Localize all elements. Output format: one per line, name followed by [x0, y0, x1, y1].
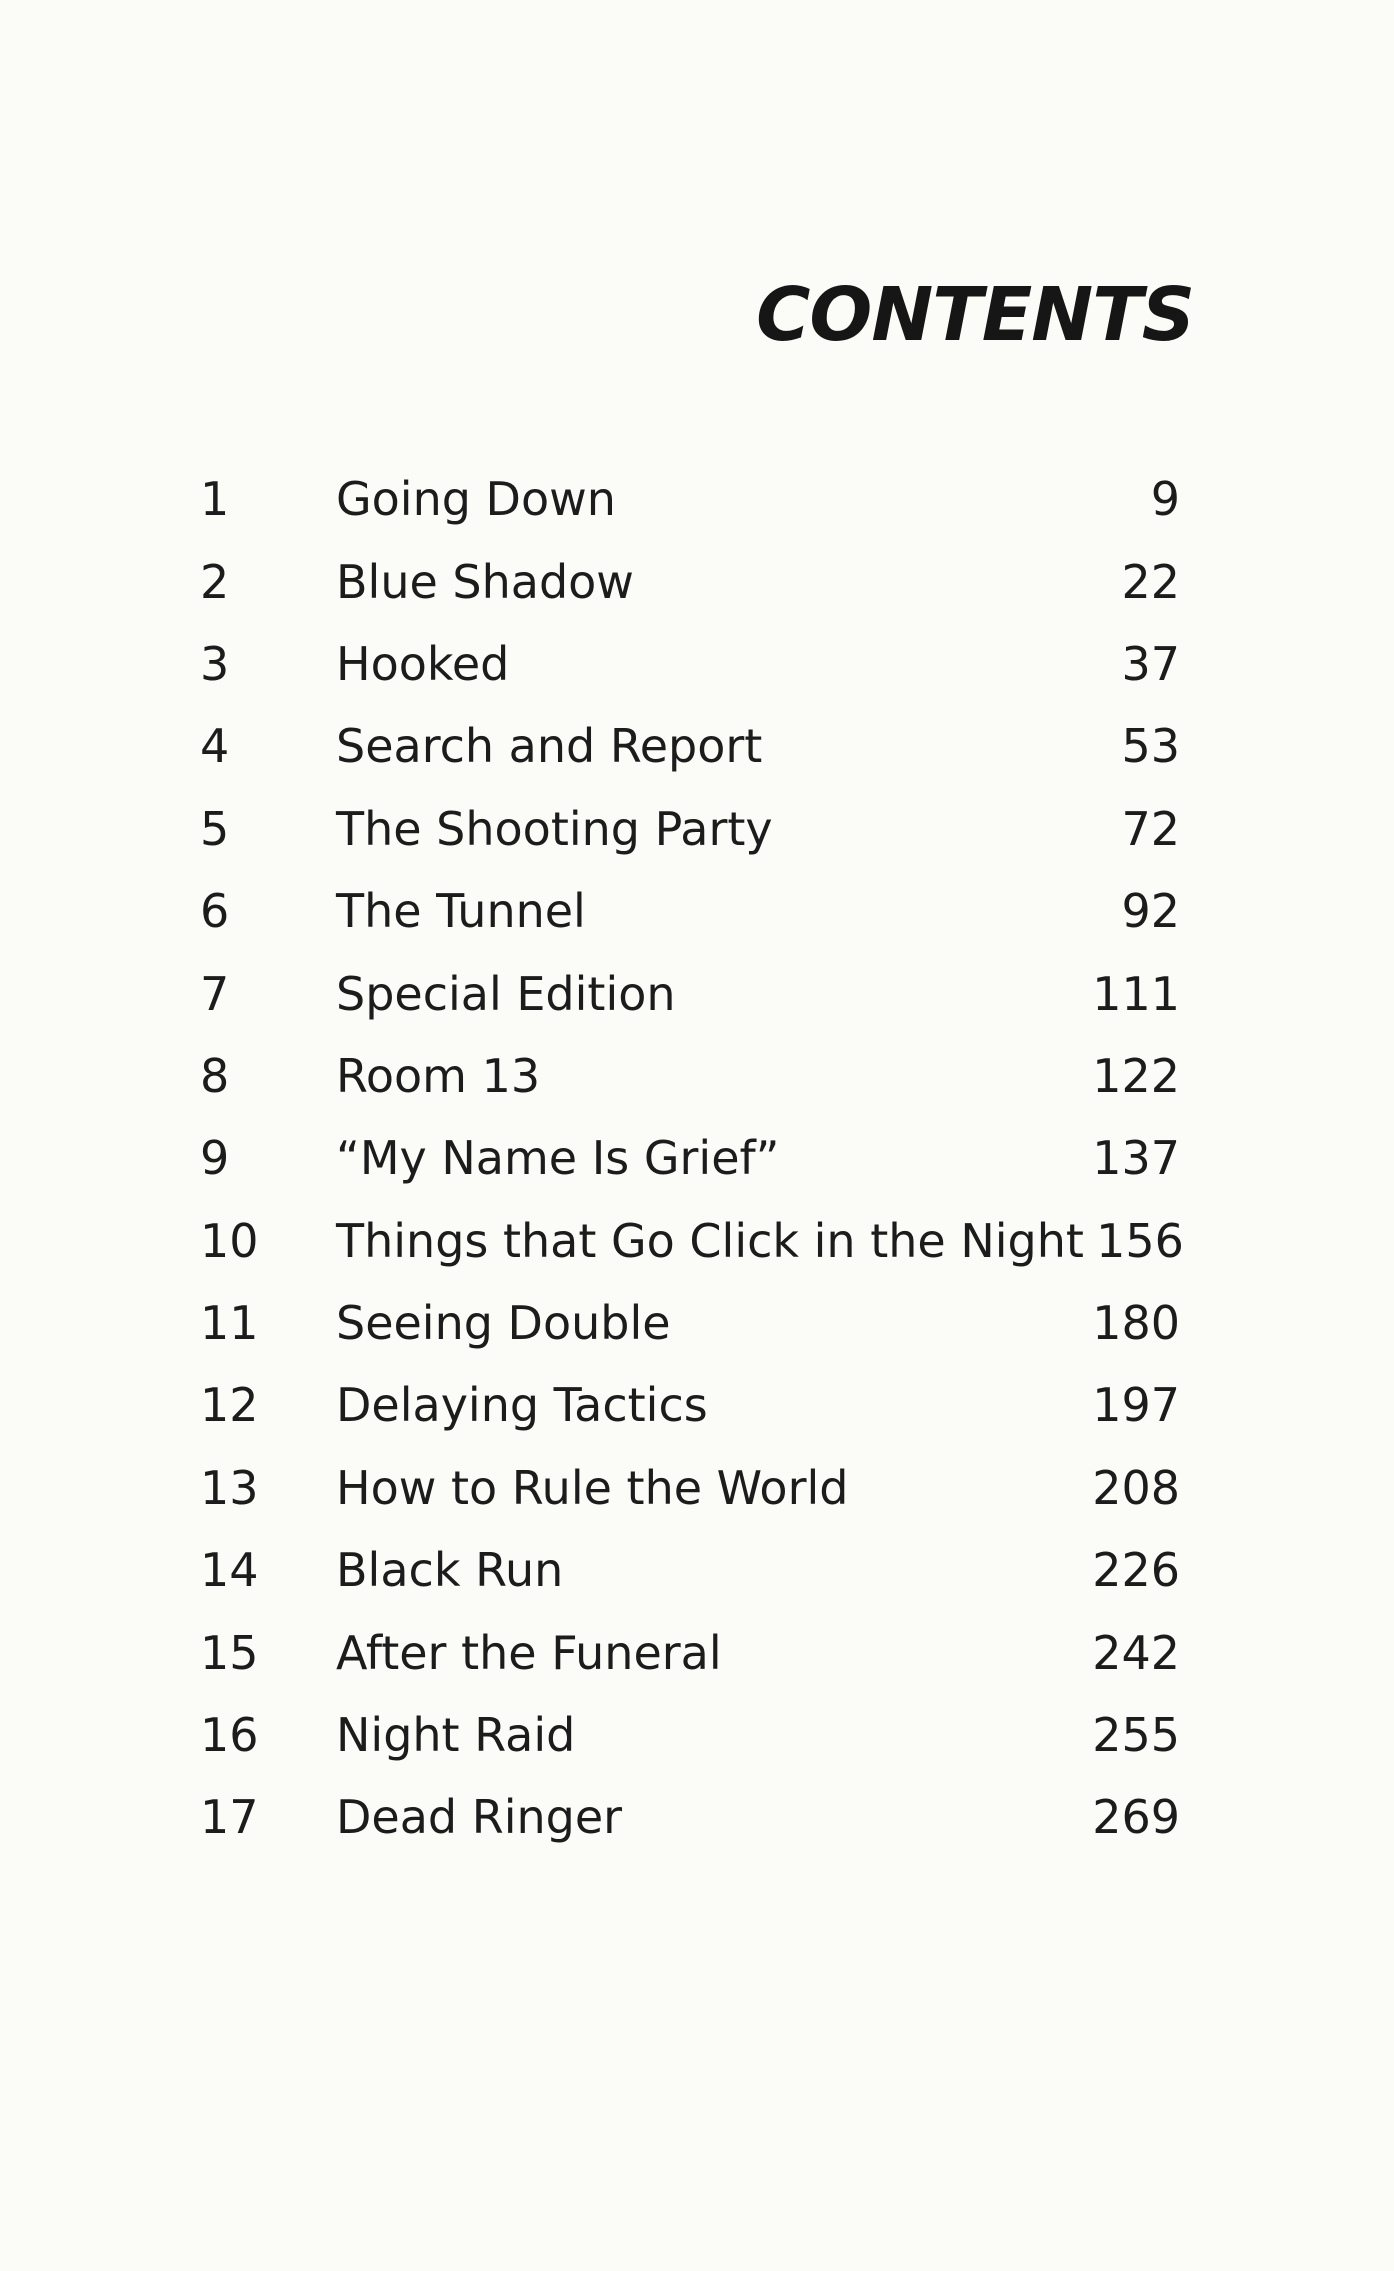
- chapter-page-number: 137: [1092, 1131, 1180, 1186]
- chapter-title: The Shooting Party: [336, 801, 773, 856]
- toc-entry: [200, 1035, 1180, 1117]
- chapter-page-number: 37: [1121, 636, 1180, 691]
- chapter-title: Room 13: [336, 1048, 541, 1103]
- chapter-number: 14: [200, 1543, 259, 1598]
- chapter-number: 2: [200, 554, 230, 609]
- chapter-number: 13: [200, 1460, 259, 1515]
- chapter-number: 12: [200, 1378, 259, 1433]
- chapter-title: How to Rule the World: [336, 1460, 849, 1515]
- chapter-number: 17: [200, 1790, 259, 1845]
- chapter-title: Special Edition: [336, 966, 676, 1021]
- chapter-page-number: 9: [1150, 472, 1180, 527]
- chapter-title: Going Down: [336, 472, 616, 527]
- chapter-number: 7: [200, 966, 230, 1021]
- chapter-number: 5: [200, 801, 230, 856]
- chapter-title: Blue Shadow: [336, 554, 634, 609]
- chapter-number: 11: [200, 1296, 259, 1351]
- toc-entry: [200, 1694, 1180, 1776]
- chapter-title: Night Raid: [336, 1708, 576, 1763]
- chapter-title: After the Funeral: [336, 1625, 722, 1680]
- chapter-number: 3: [200, 636, 230, 691]
- toc-entry: [200, 1282, 1180, 1364]
- chapter-number: 8: [200, 1048, 230, 1103]
- chapter-title: The Tunnel: [336, 884, 586, 939]
- table-of-contents: [200, 458, 1184, 1859]
- toc-entry: [200, 1529, 1180, 1611]
- chapter-title: Search and Report: [336, 719, 763, 774]
- chapter-page-number: 269: [1092, 1790, 1180, 1845]
- chapter-page-number: 53: [1121, 719, 1180, 774]
- toc-entry: [200, 952, 1180, 1034]
- chapter-number: 1: [200, 472, 230, 527]
- chapter-title: Seeing Double: [336, 1296, 671, 1351]
- toc-entry: [200, 1117, 1180, 1199]
- toc-entry: [200, 788, 1180, 870]
- chapter-page-number: 122: [1092, 1048, 1180, 1103]
- toc-entry: [200, 1611, 1180, 1693]
- chapter-page-number: 22: [1121, 554, 1180, 609]
- chapter-number: 4: [200, 719, 230, 774]
- chapter-page-number: 208: [1092, 1460, 1180, 1515]
- chapter-number: 6: [200, 884, 230, 939]
- chapter-page-number: 92: [1121, 884, 1180, 939]
- contents-heading: CONTENTS: [756, 271, 1194, 358]
- chapter-page-number: 72: [1121, 801, 1180, 856]
- chapter-page-number: 197: [1092, 1378, 1180, 1433]
- chapter-number: 10: [200, 1213, 259, 1268]
- toc-entry: [200, 1447, 1180, 1529]
- chapter-number: 9: [200, 1131, 230, 1186]
- toc-entry: [200, 705, 1180, 787]
- chapter-number: 15: [200, 1625, 259, 1680]
- toc-entry: [200, 1776, 1180, 1858]
- chapter-title: “My Name Is Grief”: [336, 1131, 780, 1186]
- toc-entry: [200, 870, 1180, 952]
- chapter-title: Things that Go Click in the Night: [336, 1213, 1084, 1268]
- chapter-number: 16: [200, 1708, 259, 1763]
- toc-entry: [200, 1364, 1180, 1446]
- chapter-title: Hooked: [336, 636, 510, 691]
- chapter-title: Black Run: [336, 1543, 564, 1598]
- toc-entry: [200, 540, 1180, 622]
- chapter-page-number: 180: [1092, 1296, 1180, 1351]
- toc-entry: [200, 1200, 1184, 1282]
- chapter-page-number: 111: [1092, 966, 1180, 1021]
- chapter-page-number: 156: [1096, 1213, 1184, 1268]
- chapter-title: Delaying Tactics: [336, 1378, 708, 1433]
- toc-entry: [200, 623, 1180, 705]
- chapter-page-number: 242: [1092, 1625, 1180, 1680]
- chapter-title: Dead Ringer: [336, 1790, 623, 1845]
- chapter-page-number: 255: [1092, 1708, 1180, 1763]
- chapter-page-number: 226: [1092, 1543, 1180, 1598]
- toc-entry: [200, 458, 1180, 540]
